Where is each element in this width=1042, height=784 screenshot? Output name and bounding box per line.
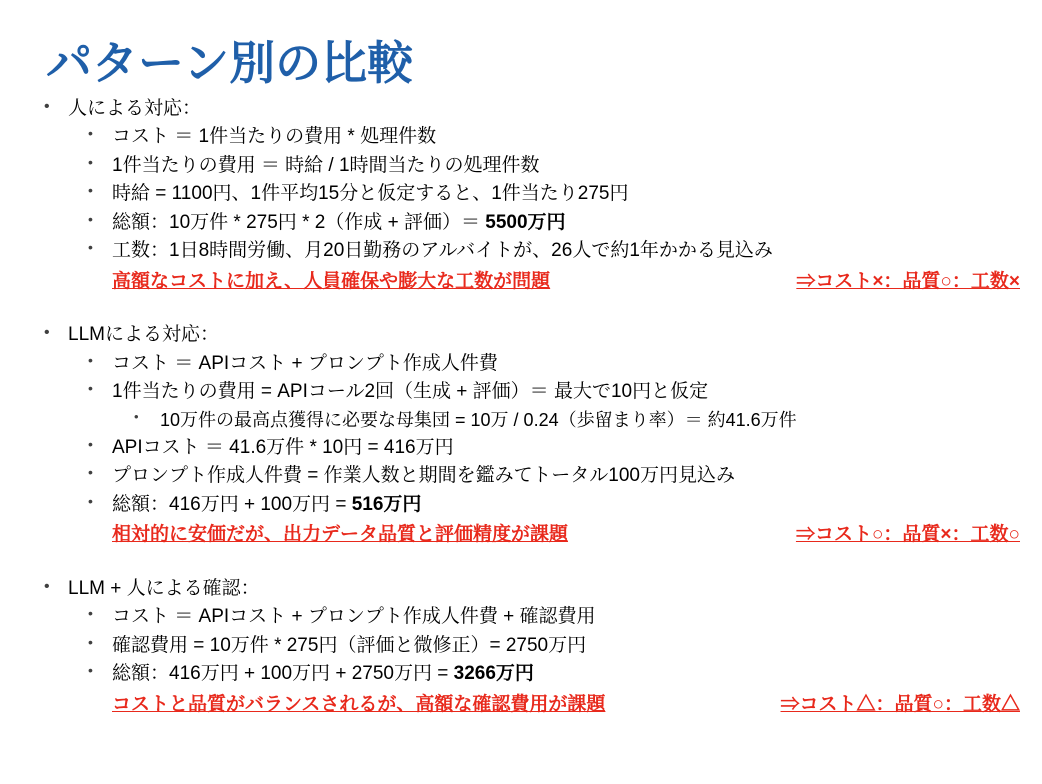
bullet-icon: • xyxy=(44,324,50,342)
list-item xyxy=(68,434,1020,463)
section-heading: LLM + 人による確認： xyxy=(68,577,260,599)
list-item xyxy=(68,209,1020,238)
list-item xyxy=(68,660,1020,719)
list-item xyxy=(68,350,1020,379)
section-llm-subitems xyxy=(112,407,1020,434)
verdict-text: ⇒コスト○：品質×：工数○ xyxy=(795,524,1020,546)
list-item-text: プロンプト作成人件費 = 作業人数と期間を鑑みてトータル100万円見込み xyxy=(112,465,735,487)
bullet-icon: • xyxy=(88,153,93,170)
bullet-icon: • xyxy=(88,125,93,142)
summary-row xyxy=(112,521,1020,550)
list-item-text: 確認費用 = 10万件 * 275円（評価と微修正）= 2750万円 xyxy=(112,634,587,656)
section-heading: 人による対応： xyxy=(68,97,202,119)
bullet-icon: • xyxy=(88,605,93,622)
section-gap xyxy=(22,297,1020,321)
summary-row xyxy=(112,268,1020,297)
section-llm-human-items xyxy=(68,603,1020,719)
section-human xyxy=(22,95,1020,297)
list-item xyxy=(68,632,1020,661)
list-item xyxy=(68,152,1020,181)
bullet-icon: • xyxy=(134,408,139,424)
verdict-text: ⇒コスト×：品質○：工数× xyxy=(796,270,1020,292)
bullet-icon: • xyxy=(88,182,93,199)
list-item xyxy=(68,603,1020,632)
list-item-text: 総額：416万円 + 100万円 + 2750万円 = 3266万円 xyxy=(112,663,534,685)
section-heading: LLMによる対応： xyxy=(68,324,219,346)
list-item xyxy=(68,123,1020,152)
verdict-text: ⇒コスト△：品質○：工数△ xyxy=(780,693,1020,715)
section-human-items xyxy=(68,123,1020,296)
bullet-icon: • xyxy=(88,435,93,452)
list-item-text: 時給 = 1100円、1件平均15分と仮定すると、1件当たり275円 xyxy=(112,183,629,205)
list-item xyxy=(68,237,1020,296)
list-item-text: 1件当たりの費用 ＝ 時給 / 1時間当たりの処理件数 xyxy=(112,154,540,176)
summary-text: 高額なコストに加え、人員確保や膨大な工数が問題 xyxy=(112,270,551,292)
bullet-icon: • xyxy=(88,633,93,650)
list-item xyxy=(68,378,1020,434)
list-item xyxy=(22,321,1020,550)
list-item-text: 総額：416万円 + 100万円 = 516万円 xyxy=(112,493,422,515)
summary-text: コストと品質がバランスされるが、高額な確認費用が課題 xyxy=(112,693,606,715)
summary-row xyxy=(112,691,1020,720)
bullet-icon: • xyxy=(44,97,50,115)
bullet-icon: • xyxy=(44,577,50,595)
list-item xyxy=(112,407,1020,434)
list-item-text: コスト ＝ 1件当たりの費用 * 処理件数 xyxy=(112,126,437,148)
section-gap xyxy=(22,551,1020,575)
emphasis-amount: 516万円 xyxy=(351,493,422,515)
bullet-icon: • xyxy=(88,351,93,368)
list-item-text: APIコスト ＝ 41.6万件 * 10円 = 416万円 xyxy=(112,436,454,458)
section-llm-items xyxy=(68,350,1020,550)
bullet-icon: • xyxy=(88,662,93,679)
emphasis-amount: 3266万円 xyxy=(453,663,534,685)
bullet-icon: • xyxy=(88,380,93,397)
list-item xyxy=(22,575,1020,720)
bullet-icon: • xyxy=(88,210,93,227)
summary-text: 相対的に安価だが、出力データ品質と評価精度が課題 xyxy=(112,524,569,546)
bullet-icon: • xyxy=(88,239,93,256)
emphasis-amount: 5500万円 xyxy=(485,211,566,233)
list-item-text: コスト ＝ APIコスト + プロンプト作成人件費 xyxy=(112,352,498,374)
list-item xyxy=(68,491,1020,550)
list-item xyxy=(68,462,1020,491)
list-item xyxy=(22,95,1020,297)
list-item-text: 総額：10万件 * 275円 * 2（作成 + 評価）＝ 5500万円 xyxy=(112,211,566,233)
section-llm-human xyxy=(22,575,1020,720)
bullet-icon: • xyxy=(88,492,93,509)
list-item-text: 1件当たりの費用 = APIコール2回（生成 + 評価）＝ 最大で10円と仮定 xyxy=(112,381,709,403)
page-title: パターン別の比較 xyxy=(46,37,414,89)
list-item-text: コスト ＝ APIコスト + プロンプト作成人件費 + 確認費用 xyxy=(112,606,596,628)
section-llm xyxy=(22,321,1020,550)
list-item-text: 工数：1日8時間労働、月20日勤務のアルバイトが、26人で約1年かかる見込み xyxy=(112,240,773,262)
list-item-text: 10万件の最高点獲得に必要な母集団 = 10万 / 0.24（歩留まり率）＝ 約41.6万件 xyxy=(160,409,797,430)
bullet-icon: • xyxy=(88,464,93,481)
list-item xyxy=(68,180,1020,209)
